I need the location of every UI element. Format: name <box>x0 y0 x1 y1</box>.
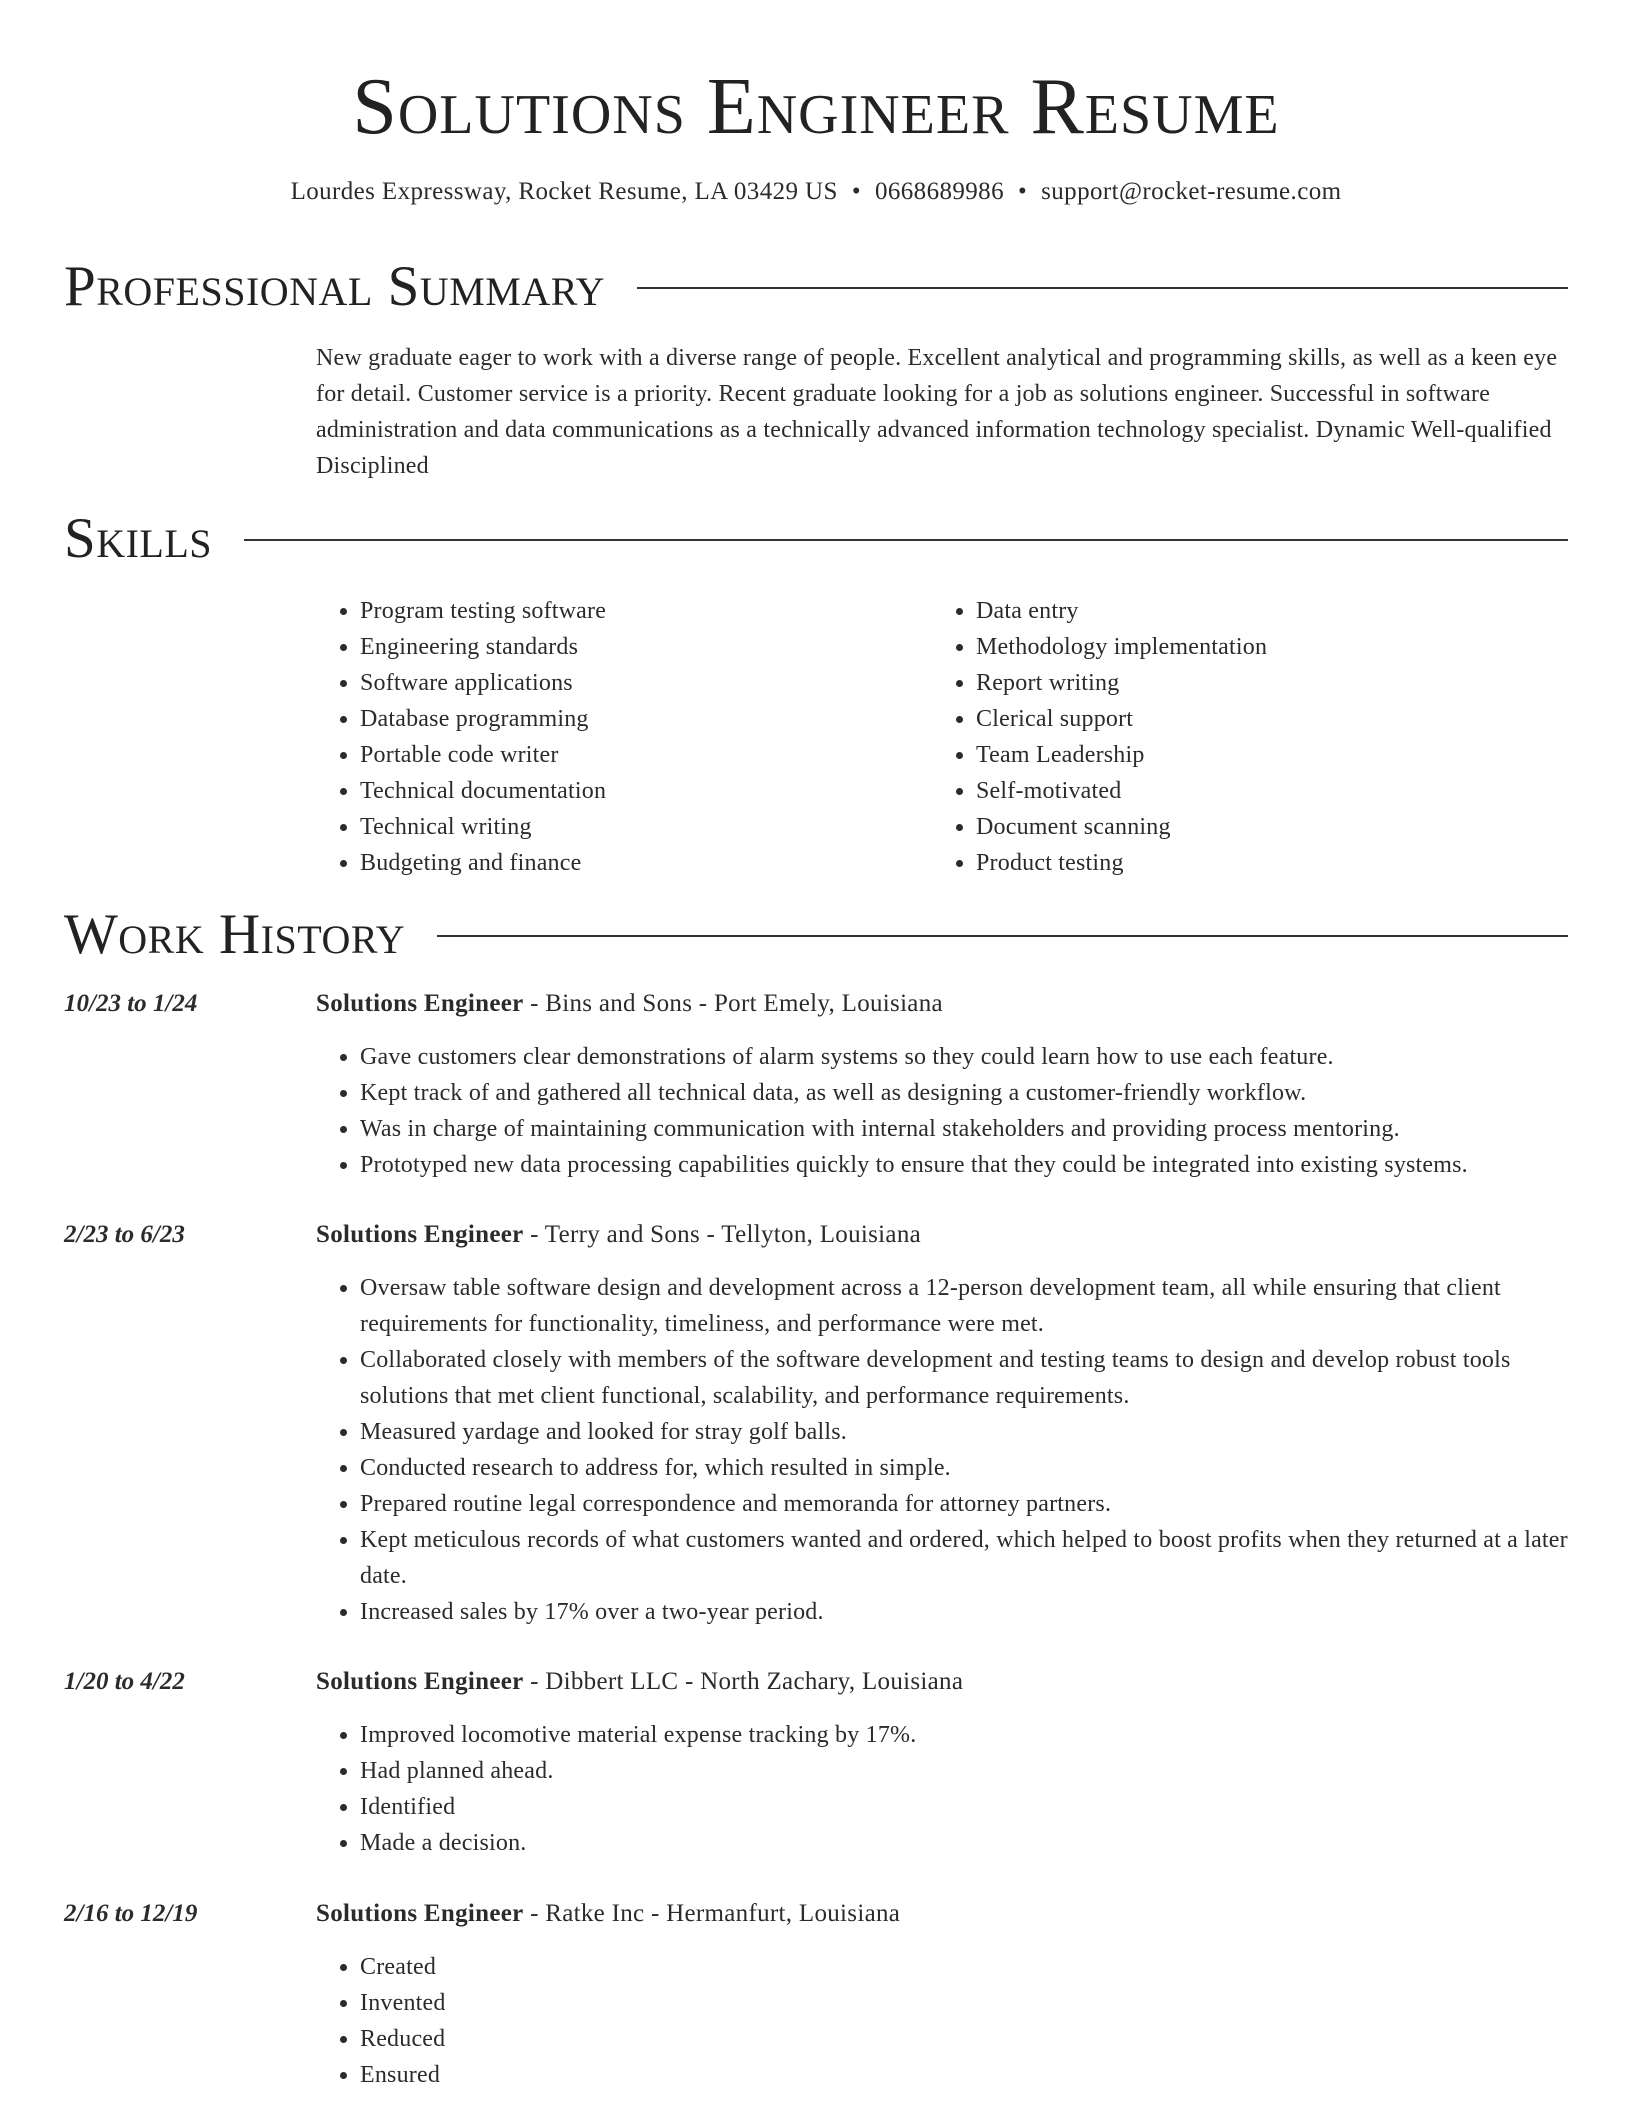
skill-item: • Technical documentation <box>360 773 916 809</box>
contact-email: support@rocket-resume.com <box>1041 178 1342 205</box>
skills-list-left <box>316 593 916 881</box>
job-bullet: • Created <box>360 1949 1570 1985</box>
skills-column-left <box>316 593 916 881</box>
job-bullet: • Improved locomotive material expense tracking by 17%. <box>360 1717 1570 1753</box>
contact-phone: 0668689986 <box>874 178 1004 205</box>
summary-heading: Professional Summary <box>64 255 606 318</box>
job-details: - Bins and Sons - Port Emely, Louisiana <box>523 990 943 1017</box>
skills-section-header <box>64 507 1568 571</box>
skill-item: • Program testing software <box>360 593 916 629</box>
job-bullet: • Kept meticulous records of what customers wanted and ordered, which helped to boost profits when they returned at a later date. <box>360 1522 1570 1594</box>
job-bullet: • Prototyped new data processing capabilities quickly to ensure that they could be integrated into existing systems. <box>360 1147 1570 1183</box>
skill-item: • Database programming <box>360 701 916 737</box>
job-headline <box>316 986 943 1022</box>
skill-item: • Clerical support <box>976 701 1532 737</box>
skill-item: • Budgeting and finance <box>360 845 916 881</box>
work-section-header <box>64 903 1568 967</box>
job-headline <box>316 1664 963 1700</box>
skills-heading: Skills <box>64 507 213 570</box>
job-bullet-list <box>316 1949 1570 2093</box>
job-role: Solutions Engineer <box>316 990 524 1017</box>
job-role: Solutions Engineer <box>316 1221 524 1248</box>
job-bullet: • Gave customers clear demonstrations of alarm systems so they could learn how to use each feature. <box>360 1039 1570 1075</box>
job-dates: 1/20 to 4/22 <box>64 1668 185 1695</box>
skill-item: • Self-motivated <box>976 773 1532 809</box>
job-bullet: • Kept track of and gathered all technical data, as well as designing a customer-friendly workflow. <box>360 1075 1570 1111</box>
skill-item: • Portable code writer <box>360 737 916 773</box>
job-bullet: • Measured yardage and looked for stray golf balls. <box>360 1414 1570 1450</box>
job-bullet-list <box>316 1039 1570 1183</box>
job-bullets <box>316 1717 1570 1861</box>
work-heading: Work History <box>64 903 406 966</box>
skill-item: • Team Leadership <box>976 737 1532 773</box>
job-bullet: • Reduced <box>360 2021 1570 2057</box>
skills-column-right <box>932 593 1532 881</box>
summary-text: New graduate eager to work with a diverse range of people. Excellent analytical and programming skills, as well as a keen eye for detail. Customer service is a priority. Recent graduate looking for a job as solutions engineer. Successful in software administration and data communications as a technically advanced information technology specialist. Dynamic Well-qualified Disciplined <box>316 345 1558 479</box>
job-bullet-list <box>316 1270 1570 1630</box>
job-details: - Dibbert LLC - North Zachary, Louisiana <box>523 1668 964 1695</box>
skill-item: • Product testing <box>976 845 1532 881</box>
summary-section-header <box>64 255 1568 319</box>
section-divider <box>437 935 1568 937</box>
job-bullet: • Collaborated closely with members of the software development and testing teams to design and develop robust tools solutions that met client functional, scalability, and performance requirements. <box>360 1342 1570 1414</box>
job-bullet: • Invented <box>360 1985 1570 2021</box>
job-bullet: • Made a decision. <box>360 1825 1570 1861</box>
skill-item: • Document scanning <box>976 809 1532 845</box>
job-details: - Terry and Sons - Tellyton, Louisiana <box>523 1221 922 1248</box>
job-bullet: • Oversaw table software design and development across a 12-person development team, all while ensuring that client requirements for functionality, timeliness, and performance were met. <box>360 1270 1570 1342</box>
job-bullet: • Prepared routine legal correspondence and memoranda for attorney partners. <box>360 1486 1570 1522</box>
job-dates: 2/23 to 6/23 <box>64 1221 185 1248</box>
skill-item: • Methodology implementation <box>976 629 1532 665</box>
skill-item: • Data entry <box>976 593 1532 629</box>
job-headline <box>316 1896 900 1932</box>
contact-separator: • <box>851 178 861 205</box>
skill-item: • Engineering standards <box>360 629 916 665</box>
job-bullet: • Identified <box>360 1789 1570 1825</box>
section-divider <box>244 539 1568 541</box>
job-bullet-list <box>316 1717 1570 1861</box>
job-role: Solutions Engineer <box>316 1900 524 1927</box>
skill-item: • Report writing <box>976 665 1532 701</box>
contact-line <box>0 174 1632 210</box>
job-role: Solutions Engineer <box>316 1668 524 1695</box>
skill-item: • Technical writing <box>360 809 916 845</box>
job-bullet: • Increased sales by 17% over a two-year period. <box>360 1594 1570 1630</box>
job-dates: 10/23 to 1/24 <box>64 990 198 1017</box>
job-bullet: • Conducted research to address for, which resulted in simple. <box>360 1450 1570 1486</box>
job-bullet: • Was in charge of maintaining communication with internal stakeholders and providing process mentoring. <box>360 1111 1570 1147</box>
contact-address: Lourdes Expressway, Rocket Resume, LA 03429 US <box>290 178 838 205</box>
job-dates: 2/16 to 12/19 <box>64 1900 198 1927</box>
resume-title: Solutions Engineer Resume <box>352 63 1280 151</box>
job-bullet: • Ensured <box>360 2057 1570 2093</box>
job-bullet: • Had planned ahead. <box>360 1753 1570 1789</box>
contact-separator: • <box>1017 178 1028 205</box>
skills-list-right <box>932 593 1532 881</box>
job-bullets <box>316 1949 1570 2093</box>
job-bullets <box>316 1039 1570 1183</box>
job-headline <box>316 1217 921 1253</box>
section-divider <box>637 287 1568 289</box>
job-bullets <box>316 1270 1570 1630</box>
skill-item: • Software applications <box>360 665 916 701</box>
job-details: - Ratke Inc - Hermanfurt, Louisiana <box>523 1900 901 1927</box>
